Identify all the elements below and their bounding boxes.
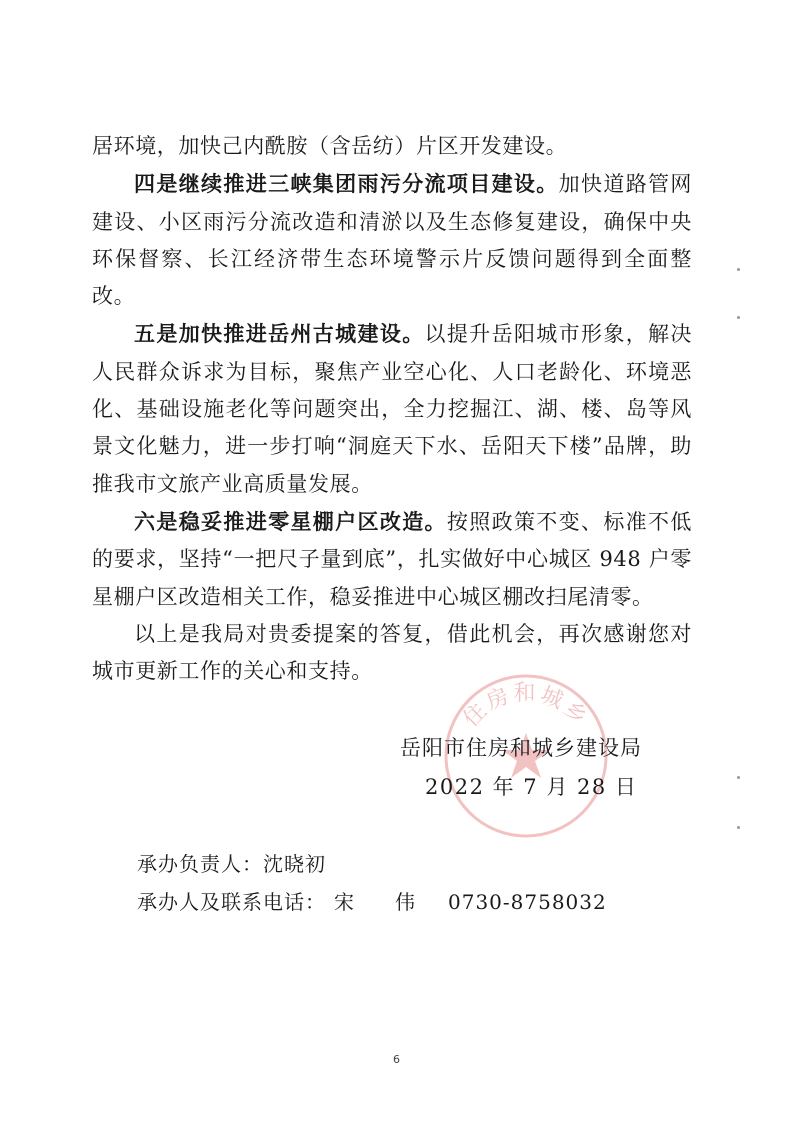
- scan-speck: [737, 316, 740, 319]
- signing-organization: 岳阳市住房和城乡建设局: [400, 736, 642, 760]
- item-5-text: 以提升岳阳城市形象，解决人民群众诉求为目标，聚焦产业空心化、人口老龄化、环境恶化、基础设施老化等问题突出，全力挖掘江、湖、楼、岛等风景文化魅力，进一步打响“洞庭天下水、岳阳天下楼”品牌，助推我市文旅产业高质量发展。: [92, 322, 692, 496]
- item-6-heading: 六是稳妥推进零星棚户区改造。: [134, 508, 447, 534]
- scan-speck: [737, 826, 740, 829]
- paragraph-item-4: [92, 165, 692, 315]
- scan-speck: [737, 776, 740, 779]
- scan-speck: [737, 268, 740, 271]
- contact-phone: 0730-8758032: [448, 890, 607, 914]
- contact-name-first: 宋: [334, 890, 355, 914]
- contact-name-second: 伟: [395, 890, 416, 914]
- seal-text: 住房和城乡: [458, 681, 594, 733]
- handler-line: [137, 848, 326, 877]
- contact-label: 承办人及联系电话：: [137, 890, 326, 914]
- letter-body: [92, 128, 692, 690]
- page-number: 6: [393, 1053, 400, 1066]
- handler-name: 沈晓初: [263, 852, 326, 876]
- paragraph-item-6: [92, 503, 692, 616]
- handler-label: 承办负责人：: [137, 852, 263, 876]
- signing-date: 2022 年 7 月 28 日: [425, 775, 638, 799]
- item-4-text: 加快道路管网建设、小区雨污分流改造和清淤以及生态修复建设，确保中央环保督察、长江经济带生态环境警示片反馈问题得到全面整改。: [92, 172, 692, 309]
- paragraph-item-5: [92, 315, 692, 502]
- item-5-heading: 五是加快推进岳州古城建设。: [134, 321, 425, 347]
- item-6-text: 按照政策不变、标准不低的要求，坚持“一把尺子量到底”，扎实做好中心城区 948 户零星棚户区改造相关工作，稳妥推进中心城区棚改扫尾清零。: [92, 509, 692, 609]
- paragraph-continuation: 居环境，加快己内酰胺（含岳纺）片区开发建设。: [92, 134, 568, 158]
- closing-paragraph: 以上是我局对贵委提案的答复，借此机会，再次感谢您对城市更新工作的关心和支持。: [92, 621, 692, 684]
- contact-line: [137, 886, 607, 915]
- item-4-heading: 四是继续推进三峡集团雨污分流项目建设。: [134, 171, 559, 197]
